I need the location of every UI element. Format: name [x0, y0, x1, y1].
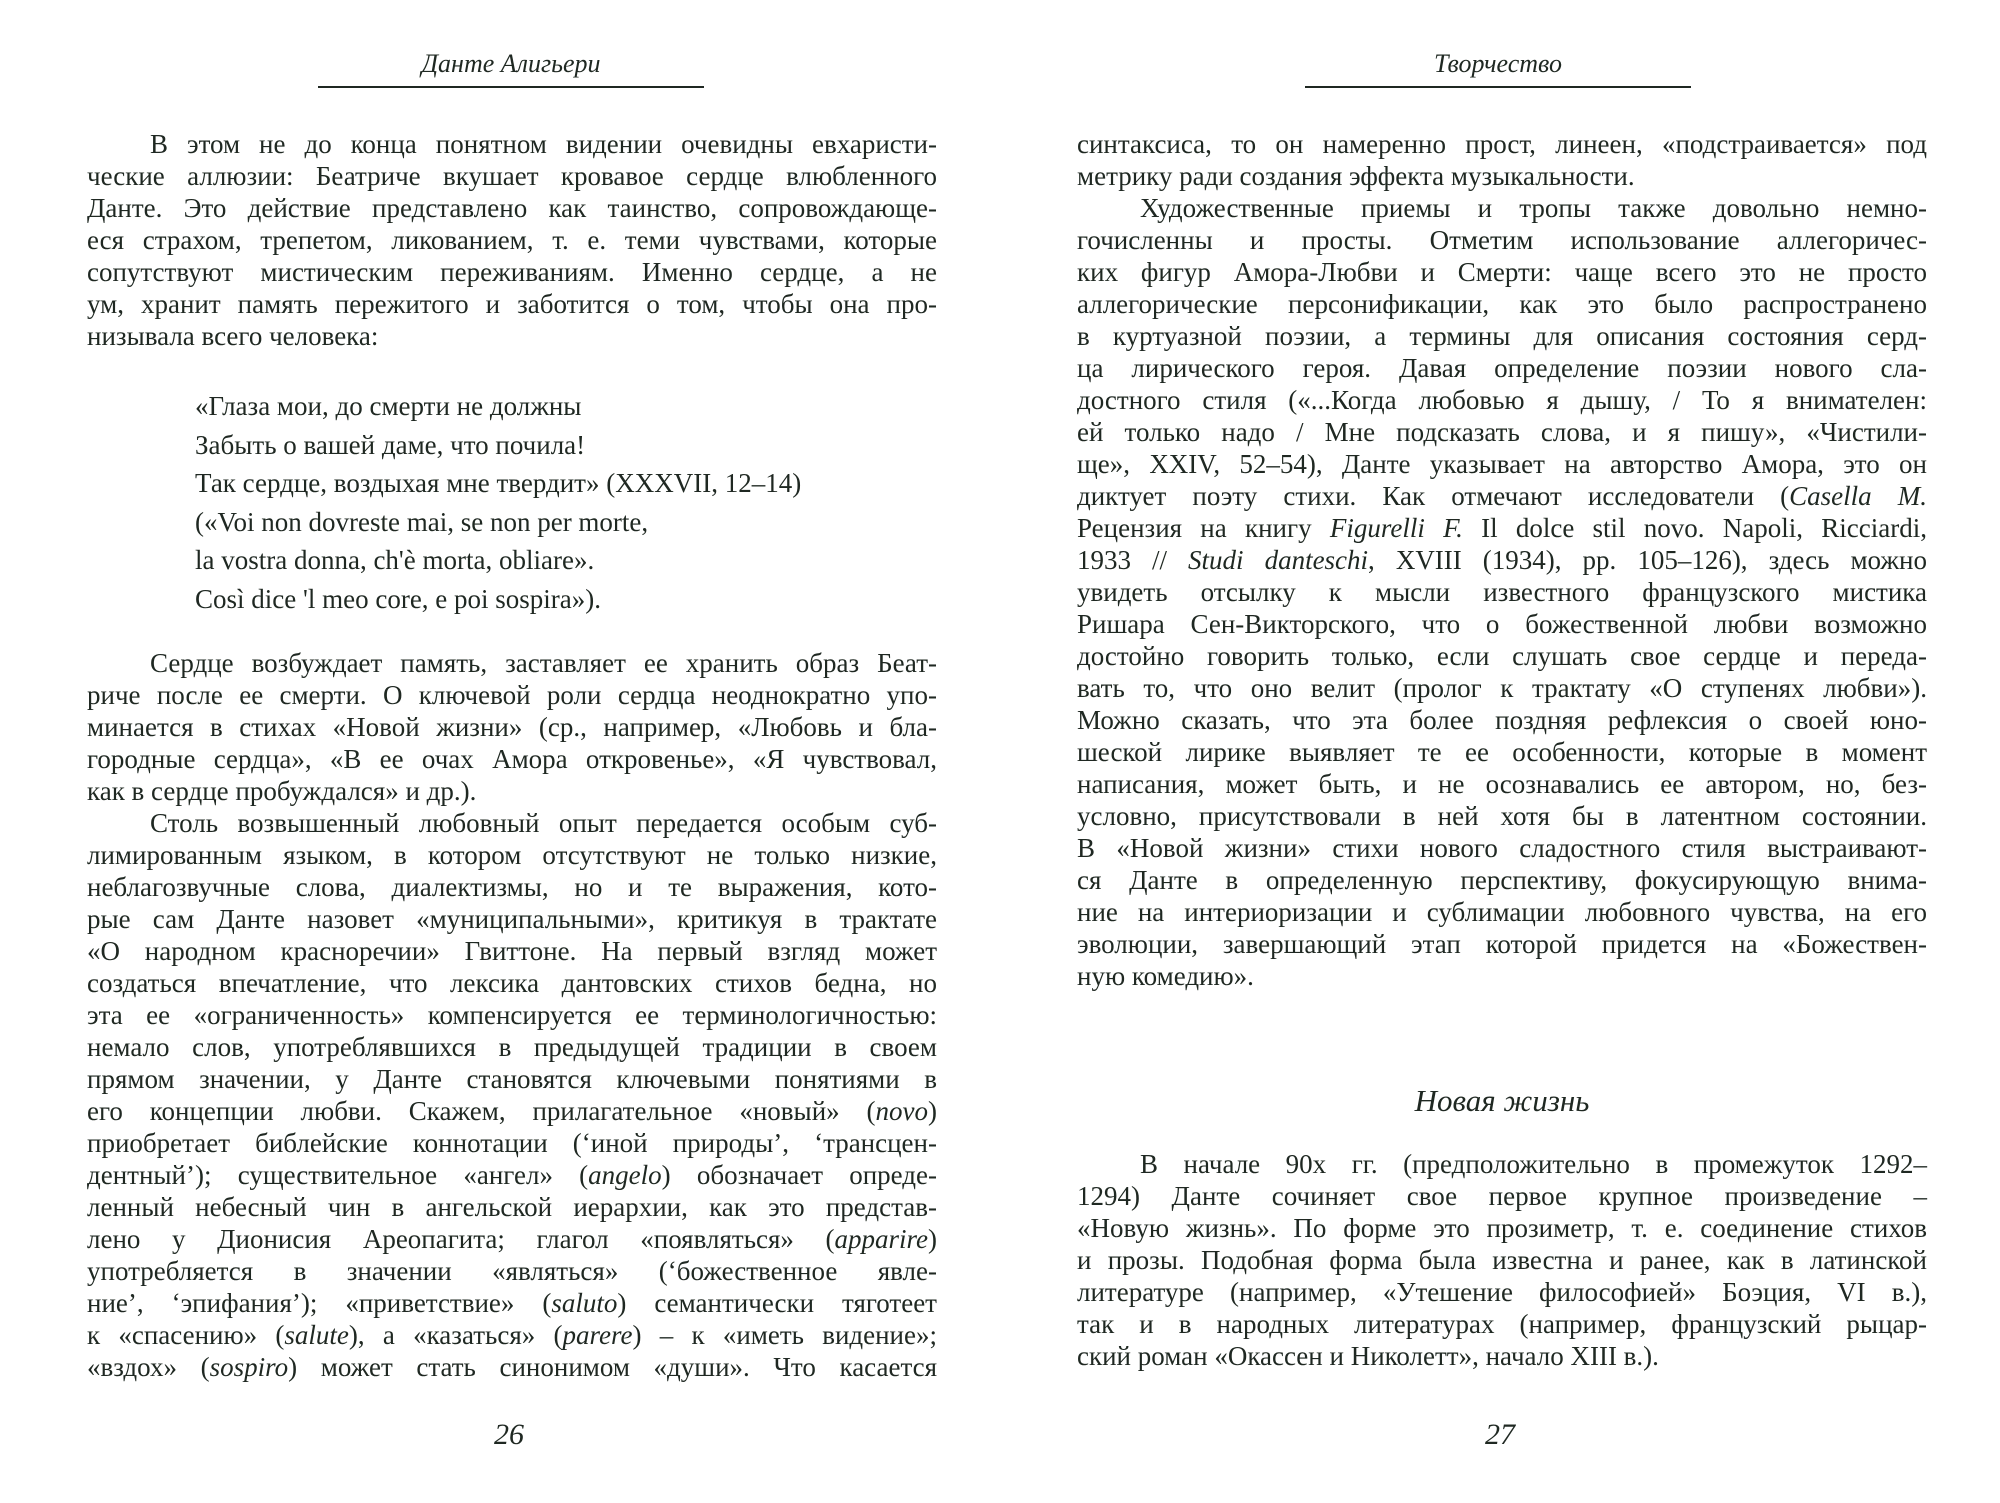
text-line — [1077, 736, 1927, 768]
text-run: метрику ради создания эффекта музыкальности. — [1077, 161, 1635, 191]
text-run: увидеть отсылку к мысли известного французского мистика — [1077, 577, 1927, 607]
text-line — [87, 192, 937, 224]
italic-run: Figurelli F. — [1329, 513, 1463, 543]
verse-line — [195, 580, 937, 619]
text-block — [1077, 128, 1927, 992]
text-run: диктует поэту стихи. Как отмечают исследователи ( — [1077, 481, 1790, 511]
text-line — [1077, 1180, 1927, 1212]
text-line — [1077, 416, 1927, 448]
text-run: ще», XXIV, 52–54), Данте указывает на авторство Амора, это он — [1077, 449, 1927, 479]
text-line — [87, 679, 937, 711]
text-run: ную комедию». — [1077, 961, 1254, 991]
text-run: Столь возвышенный любовный опыт передается особым суб- — [150, 808, 937, 838]
running-head-author: Данте Алигьери — [421, 49, 601, 78]
text-run: Рецензия на книгу — [1077, 513, 1330, 543]
text-run: Данте. Это действие представлено как таинство, сопровождающе- — [87, 193, 937, 223]
text-run: («Voi non dovreste mai, se non per morte, — [195, 506, 649, 537]
text-run: ленный небесный чин в ангельской иерархии, как это представ- — [87, 1192, 937, 1222]
text-run: В «Новой жизни» стихи нового сладостного стиля выстраивают- — [1077, 833, 1927, 863]
text-run: «Новую жизнь». По форме это прозиметр, т. е. соединение стихов — [1077, 1213, 1927, 1243]
text-run: еся страхом, трепетом, ликованием, т. е. теми чувствами, которые — [87, 225, 937, 255]
italic-run: apparire — [834, 1224, 928, 1254]
text-line — [1077, 576, 1927, 608]
text-line — [87, 1127, 937, 1159]
text-line — [1077, 192, 1927, 224]
verse-line — [195, 426, 937, 465]
text-run: ние’, ‘эпифания’); «приветствие» ( — [87, 1288, 552, 1318]
text-line — [1077, 864, 1927, 896]
text-line — [87, 1159, 937, 1191]
text-run: эволюции, завершающий этап которой придется на «Божествен- — [1077, 929, 1927, 959]
text-line — [87, 320, 937, 352]
text-run: литературе (например, «Утешение философией» Боэция, VI в.), — [1077, 1277, 1927, 1307]
text-line — [1077, 672, 1927, 704]
text-line — [1077, 704, 1927, 736]
text-line — [87, 1255, 937, 1287]
text-line — [1077, 896, 1927, 928]
italic-run: Casella M. — [1789, 481, 1927, 511]
text-line — [87, 999, 937, 1031]
text-line — [1077, 1340, 1927, 1372]
text-run: Il dolce stil novo. Napoli, Ricciardi, — [1462, 513, 1927, 543]
text-line — [87, 1095, 937, 1127]
text-line — [87, 1191, 937, 1223]
text-line — [1077, 1308, 1927, 1340]
text-line — [87, 1223, 937, 1255]
italic-run: sospiro — [209, 1352, 289, 1382]
text-run: риче после ее смерти. О ключевой роли сердца неоднократно упо- — [87, 680, 937, 710]
verse-line — [195, 464, 937, 503]
text-line — [1077, 448, 1927, 480]
text-line — [1077, 640, 1927, 672]
text-run: к «спасению» ( — [87, 1320, 285, 1350]
text-run: немало слов, употреблявшихся в предыдущей традиции в своем — [87, 1032, 937, 1062]
left-page-body — [87, 128, 937, 1383]
text-run: городные сердца», «В ее очах Амора откровенье», «Я чувствовал, — [87, 744, 937, 774]
text-run: приобретает библейские коннотации (‘иной природы’, ‘трансцен- — [87, 1128, 937, 1158]
text-line — [1077, 928, 1927, 960]
text-run: шеской лирике выявляет те ее особенности, которые в момент — [1077, 737, 1927, 767]
text-line — [1077, 512, 1927, 544]
text-run: «Глаза мои, до смерти не должны — [195, 391, 582, 421]
text-run: , XVIII (1934), pp. 105–126), здесь можно — [1368, 545, 1927, 575]
text-line — [87, 224, 937, 256]
text-run: В этом не до конца понятном видении очевидны евхаристи- — [150, 129, 937, 159]
text-run: Ришара Сен-Викторского, что о божественной любви возможно — [1077, 609, 1927, 639]
text-block — [87, 647, 937, 1383]
text-run: В начале 90х гг. (предположительно в промежуток 1292– — [1140, 1149, 1927, 1179]
text-run: ) семантически тяготеет — [617, 1288, 937, 1318]
text-line — [1077, 288, 1927, 320]
text-run: ) может стать синонимом «души». Что касается — [288, 1352, 937, 1382]
text-line — [1077, 544, 1927, 576]
italic-run: Studi danteschi — [1188, 545, 1369, 575]
text-run: ца лирического героя. Давая определение поэзии нового сла- — [1077, 353, 1927, 383]
text-line — [87, 288, 937, 320]
text-run: Забыть о вашей даме, что почила! — [195, 429, 586, 460]
text-line — [1077, 1244, 1927, 1276]
text-run: дентный’); существительное «ангел» ( — [87, 1160, 589, 1190]
text-line — [1077, 832, 1927, 864]
text-line — [87, 647, 937, 679]
text-run: сопутствуют мистическим переживаниям. Именно сердце, а не — [87, 257, 937, 287]
text-line — [1077, 224, 1927, 256]
text-run: ский роман «Окассен и Николетт», начало XIII в.). — [1077, 1341, 1659, 1371]
text-run: неблагозвучные слова, диалектизмы, но и те выражения, кото- — [87, 872, 937, 902]
poem-quote — [195, 387, 937, 618]
right-page-27 — [1000, 0, 2000, 1503]
text-line — [87, 160, 937, 192]
text-run: вать то, что оно велит (пролог к трактату «О ступенях любви»). — [1077, 673, 1927, 703]
text-run: создаться впечатление, что лексика дантовских стихов бедна, но — [87, 968, 937, 998]
text-block — [1077, 1148, 1927, 1372]
text-run: достного стиля («...Когда любовью я дышу, / То я внимателен: — [1077, 385, 1927, 415]
text-run: ), а «казаться» ( — [348, 1320, 563, 1350]
text-line — [87, 935, 937, 967]
text-run: ей только надо / Мне подсказать слова, и я пишу», «Чистили- — [1077, 417, 1927, 447]
text-line — [1077, 352, 1927, 384]
text-run: эта ее «ограниченность» компенсируется ее терминологичностью: — [87, 1000, 937, 1030]
text-run: la vostra donna, ch'è morta, obliare». — [195, 545, 595, 575]
text-run: «О народном красноречии» Гвиттоне. На первый взгляд может — [87, 936, 937, 966]
text-run: ся Данте в определенную перспективу, фокусирующую внима- — [1077, 865, 1927, 895]
text-run: как в сердце пробуждался» и др.). — [87, 776, 477, 806]
text-line — [1077, 1276, 1927, 1308]
text-run: ум, хранит память пережитого и заботится о том, чтобы она про- — [87, 289, 937, 319]
right-page-body — [1077, 128, 1927, 1372]
text-line — [1077, 768, 1927, 800]
text-run: минается в стихах «Новой жизни» (ср., например, «Любовь и бла- — [87, 712, 937, 742]
text-run: ) обозначает опреде- — [661, 1160, 938, 1190]
text-line — [87, 775, 937, 807]
text-run: в куртуазной поэзии, а термины для описания состояния серд- — [1077, 321, 1927, 351]
text-line — [87, 1063, 937, 1095]
text-run: низывала всего человека: — [87, 321, 379, 351]
text-line — [87, 1031, 937, 1063]
text-line — [87, 871, 937, 903]
text-line — [87, 711, 937, 743]
text-run: ) — [928, 1096, 937, 1126]
text-line — [87, 256, 937, 288]
text-line — [87, 839, 937, 871]
page-number: 27 — [1485, 1418, 1515, 1451]
running-head-chapter: Творчество — [1434, 49, 1562, 78]
text-run: аллегорические персонификации, как это было распространено — [1077, 289, 1927, 319]
text-run: Так сердце, воздыхая мне твердит» (XXXVII, 12–14) — [195, 468, 802, 498]
text-run: ческие аллюзии: Беатриче вкушает кровавое сердце влюбленного — [87, 161, 937, 191]
italic-run: novo — [875, 1096, 928, 1126]
text-run: синтаксиса, то он намеренно прост, линеен, «подстраивается» под — [1077, 129, 1927, 159]
text-run: употребляется в значении «являться» (‘божественное явле- — [87, 1256, 937, 1286]
text-line — [87, 743, 937, 775]
text-run: «вздох» ( — [87, 1352, 210, 1382]
italic-run: angelo — [588, 1160, 662, 1190]
text-line — [1077, 1148, 1927, 1180]
text-run: ) – к «иметь видение»; — [632, 1320, 937, 1350]
text-run: Можно сказать, что эта более поздняя рефлексия о своей юно- — [1077, 705, 1927, 735]
text-line — [1077, 480, 1927, 512]
text-line — [1077, 256, 1927, 288]
text-run: Художественные приемы и тропы также довольно немно- — [1140, 193, 1927, 223]
text-run: лимированным языком, в котором отсутствуют не только низкие, — [87, 840, 937, 870]
text-run: и прозы. Подобная форма была известна и ранее, как в латинской — [1077, 1245, 1927, 1275]
text-run: условно, присутствовали в ней хотя бы в латентном состоянии. — [1077, 801, 1927, 831]
text-line — [1077, 608, 1927, 640]
verse-line — [195, 541, 937, 580]
text-run: ких фигур Амора-Любви и Смерти: чаще всего это не просто — [1077, 257, 1927, 287]
text-run: достойно говорить только, если слушать свое сердце и переда- — [1077, 641, 1927, 671]
text-run: рые сам Данте назовет «муниципальными», критикуя в трактате — [87, 904, 937, 934]
text-line — [1077, 128, 1927, 160]
italic-run: saluto — [551, 1288, 618, 1318]
header-rule — [318, 86, 704, 88]
text-line — [87, 1287, 937, 1319]
text-run: гочисленны и просты. Отметим использование аллегоричес- — [1077, 225, 1927, 255]
text-line — [87, 1319, 937, 1351]
verse-line — [195, 387, 937, 426]
text-run: прямом значении, у Данте становятся ключевыми понятиями в — [87, 1064, 937, 1094]
text-line — [1077, 960, 1927, 992]
text-line — [1077, 320, 1927, 352]
text-line — [87, 1351, 937, 1383]
header-rule — [1305, 86, 1691, 88]
text-run: его концепции любви. Скажем, прилагательное «новый» ( — [87, 1096, 876, 1126]
text-run: лено у Дионисия Ареопагита; глагол «появляться» ( — [87, 1224, 835, 1254]
text-line — [1077, 800, 1927, 832]
text-run: Сердце возбуждает память, заставляет ее хранить образ Беат- — [150, 648, 937, 678]
page-number: 26 — [494, 1418, 524, 1451]
text-run: ) — [928, 1224, 937, 1254]
text-block — [87, 128, 937, 352]
text-run: 1933 // — [1077, 545, 1189, 575]
italic-run: parere — [562, 1320, 633, 1350]
section-heading: Новая жизнь — [1414, 1083, 1590, 1118]
text-line — [87, 967, 937, 999]
verse-line — [195, 503, 937, 542]
text-run: так и в народных литературах (например, французский рыцар- — [1077, 1309, 1927, 1339]
text-line — [87, 903, 937, 935]
italic-run: salute — [284, 1320, 349, 1350]
text-line — [1077, 384, 1927, 416]
text-line — [1077, 1212, 1927, 1244]
text-run: 1294) Данте сочиняет свое первое крупное произведение – — [1077, 1181, 1927, 1211]
text-line — [87, 807, 937, 839]
text-run: ние на интериоризации и сублимации любовного чувства, на его — [1077, 897, 1927, 927]
text-run: Così dice 'l meo core, e poi sospira»). — [195, 583, 602, 614]
text-line — [87, 128, 937, 160]
text-run: написания, может быть, и не осознавались ее автором, но, без- — [1077, 769, 1927, 799]
text-line — [1077, 160, 1927, 192]
